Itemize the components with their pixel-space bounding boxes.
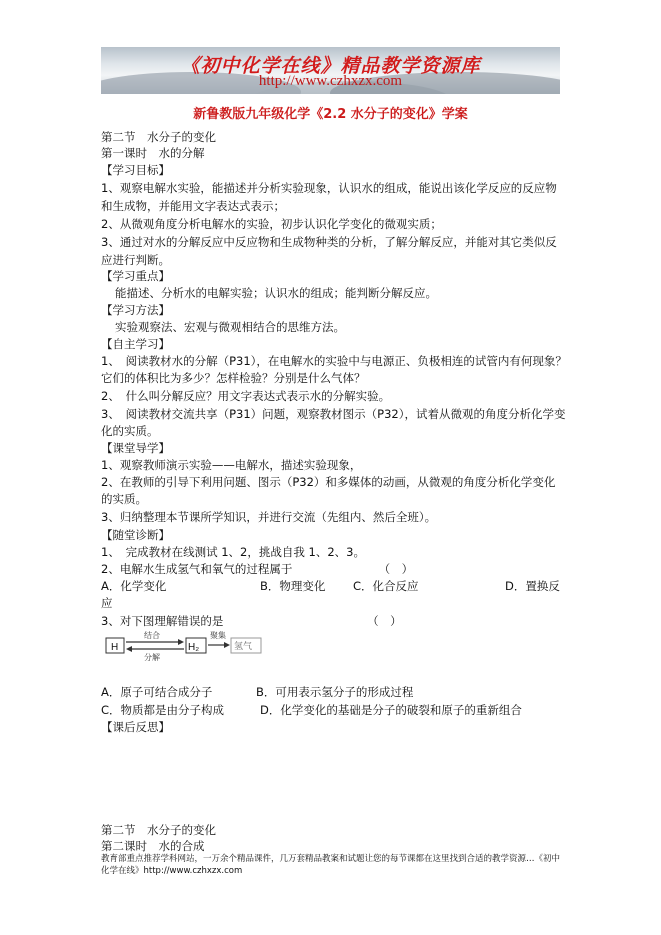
combine-label: 结合: [144, 631, 160, 640]
text-line: 1、 阅读教材水的分解（P31），在电解水的实验中与电源正、负极相连的试管内有何现象？: [101, 354, 567, 368]
option-d: D．置换反: [505, 579, 560, 593]
decompose-label: 分解: [144, 653, 160, 661]
text-line: 1、观察电解水实验，能描述并分析实验现象，认识水的组成，能说出该化学反应的反应物: [101, 181, 557, 195]
lesson-heading: 第二课时 水的合成: [101, 839, 205, 853]
text-line: 1、 完成教材在线测试 1、2，挑战自我 1、2、3。: [101, 545, 365, 559]
text-line: 1、观察教师演示实验——电解水，描述实验现象，: [101, 458, 362, 472]
text-line: 和生成物，并能用文字表达式表示；: [101, 199, 285, 213]
text-line: 应: [101, 596, 113, 610]
option-c: C．化合反应: [353, 579, 419, 593]
molecule-label: H₂: [188, 642, 200, 653]
reflection-heading: 【课后反思】: [101, 720, 170, 734]
hydrogen-formation-diagram: [104, 631, 264, 661]
question-3: 3、对下图理解错误的是 （ ）: [101, 614, 402, 628]
text-line: 能描述、分析水的电解实验；认识水的组成；能判断分解反应。: [115, 286, 437, 300]
substance-label: 氢气: [234, 642, 253, 652]
section-heading: 第二节 水分子的变化: [101, 823, 216, 837]
text-line: 它们的体积比为多少？怎样检验？分别是什么气体？: [101, 371, 366, 385]
classroom-heading: 【课堂导学】: [101, 441, 170, 455]
banner-title: 《初中化学在线》精品教学资源库: [180, 55, 481, 77]
footer-ad: 教育部重点推荐学科网站，一万余个精品课件，几万套精品教案和试题让您的每节课都在这里找到合适的教学资源…《初中化学在线》http://www.czhxzx.com: [101, 854, 561, 876]
header-banner: [101, 47, 560, 94]
text-line: 2、在教师的引导下利用问题、图示（P32）和多媒体的动画，从微观的角度分析化学变化: [101, 475, 556, 489]
text-line: 2、从微观角度分析电解水的实验，初步认识化学变化的微观实质；: [101, 217, 442, 231]
gather-label: 聚集: [210, 631, 226, 640]
methods-heading: 【学习方法】: [101, 303, 170, 317]
section-heading: 第二节 水分子的变化: [101, 130, 216, 144]
option-d: D．化学变化的基础是分子的破裂和原子的重新组合: [260, 703, 522, 717]
document-title: 新鲁教版九年级化学《2.2 水分子的变化》学案: [193, 107, 468, 122]
text-line: 3、 阅读教材交流共享（P31）问题，观察教材图示（P32），试着从微观的角度分析化学变: [101, 407, 566, 421]
question-2: 2、电解水生成氢气和氧气的过程属于 （ ）: [101, 562, 414, 576]
quiz-heading: 【随堂诊断】: [101, 528, 170, 542]
text-line: 的实质。: [101, 492, 147, 506]
text-line: 3、通过对水的分解反应中反应物和生成物种类的分析，了解分解反应，并能对其它类似反: [101, 235, 557, 249]
option-b: B．可用表示氢分子的形成过程: [256, 685, 414, 699]
text-line: 应进行判断。: [101, 253, 170, 267]
text-line: 3、归纳整理本节课所学知识，并进行交流（先组内、然后全班）。: [101, 510, 437, 524]
lesson-heading: 第一课时 水的分解: [101, 146, 205, 160]
option-c: C．物质都是由分子构成: [101, 703, 225, 717]
option-b: B．物理变化: [260, 579, 326, 593]
self-study-heading: 【自主学习】: [101, 337, 170, 351]
atom-label: H: [111, 642, 119, 653]
learning-goals-heading: 【学习目标】: [101, 163, 170, 177]
text-line: 化的实质。: [101, 424, 159, 438]
option-a: A．化学变化: [101, 579, 167, 593]
text-line: 2、 什么叫分解反应？用文字表达式表示水的分解实验。: [101, 389, 391, 403]
option-a: A．原子可结合成分子: [101, 685, 213, 699]
key-points-heading: 【学习重点】: [101, 269, 170, 283]
text-line: 实验观察法、宏观与微观相结合的思维方法。: [115, 320, 345, 334]
banner-url[interactable]: http://www.czhxzx.com: [258, 73, 403, 89]
